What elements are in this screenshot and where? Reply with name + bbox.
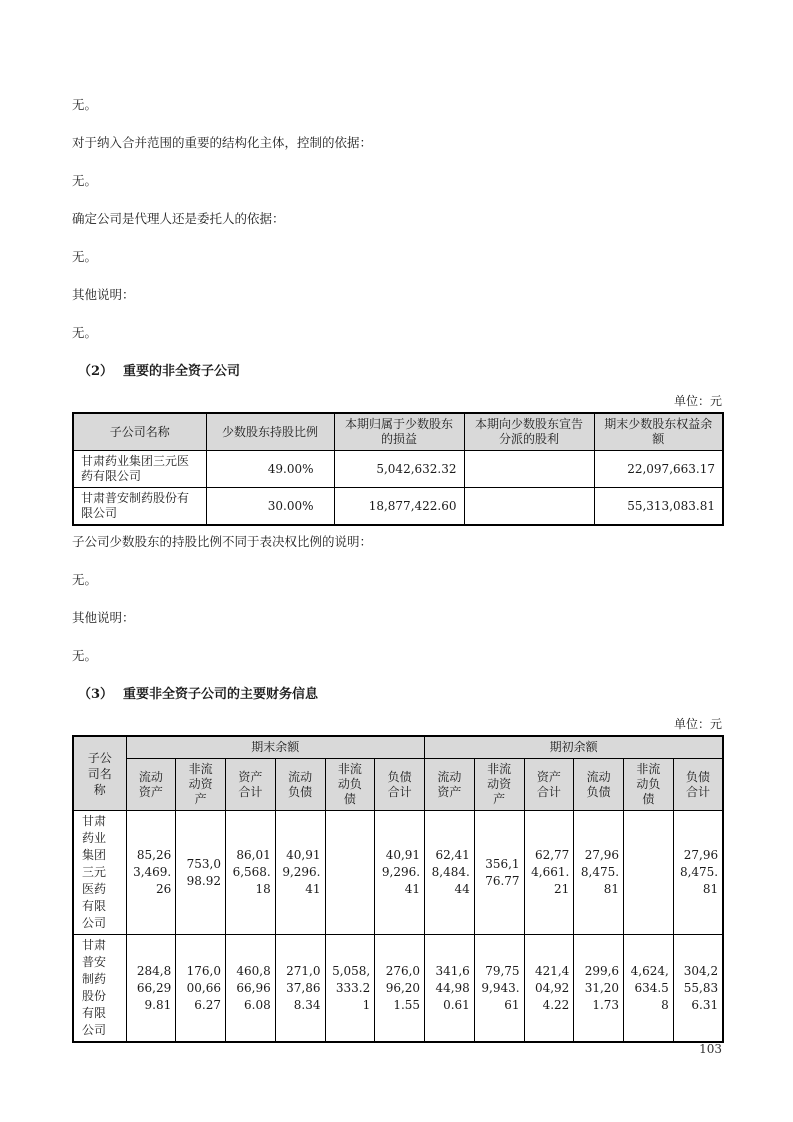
closing-noncurrent-liabilities: 5,058,333.21 <box>325 935 375 1043</box>
subsidiary-name: 甘肃普安制药股份有限公司 <box>73 488 206 526</box>
closing-noncurrent-liabilities <box>325 811 375 935</box>
closing-current-liabilities: 271,037,868.34 <box>275 935 325 1043</box>
table-row <box>73 488 723 526</box>
sub-header: 负债合计 <box>375 759 425 811</box>
opening-noncurrent-assets: 356,176.77 <box>474 811 524 935</box>
sub-header: 流动资产 <box>425 759 475 811</box>
opening-current-assets: 62,418,484.44 <box>425 811 475 935</box>
paragraph: 无。 <box>72 173 98 188</box>
sub-header: 非流动资产 <box>474 759 524 811</box>
note-paragraph: 子公司少数股东的持股比例不同于表决权比例的说明： <box>72 534 373 549</box>
closing-current-assets: 85,263,469.26 <box>126 811 176 935</box>
opening-total-liabilities: 304,255,836.31 <box>673 935 723 1043</box>
opening-total-assets: 421,404,924.22 <box>524 935 574 1043</box>
note-paragraph: 无。 <box>72 648 98 663</box>
column-header: 子公司名称 <box>73 413 206 451</box>
table-header-row <box>73 413 723 451</box>
section-number: （2） <box>78 364 114 379</box>
section-title: 重要非全资子公司的主要财务信息 <box>123 687 319 702</box>
sub-header: 非流动负债 <box>325 759 375 811</box>
opening-total-assets: 62,774,661.21 <box>524 811 574 935</box>
subsidiary-name: 甘肃药业集团三元医药有限公司 <box>73 811 126 935</box>
closing-equity: 22,097,663.17 <box>594 451 723 488</box>
minority-shareholders-table <box>72 412 724 526</box>
closing-noncurrent-assets: 176,000,666.27 <box>176 935 226 1043</box>
column-header: 期末少数股东权益余额 <box>594 413 723 451</box>
note-paragraph: 其他说明： <box>72 610 135 625</box>
paragraph: 对于纳入合并范围的重要的结构化主体，控制的依据： <box>72 135 373 150</box>
column-header: 本期归属于少数股东的损益 <box>334 413 464 451</box>
opening-current-liabilities: 27,968,475.81 <box>574 811 624 935</box>
dividend-declared <box>464 451 594 488</box>
section-heading-3 <box>78 686 722 703</box>
closing-total-liabilities: 40,919,296.41 <box>375 811 425 935</box>
subsidiary-name: 甘肃普安制药股份有限公司 <box>73 935 126 1043</box>
paragraph: 无。 <box>72 249 98 264</box>
closing-current-assets: 284,866,299.81 <box>126 935 176 1043</box>
closing-total-assets: 86,016,568.18 <box>226 811 276 935</box>
opening-noncurrent-liabilities: 4,624,634.58 <box>624 935 674 1043</box>
sub-header: 资产合计 <box>524 759 574 811</box>
section-title: 重要的非全资子公司 <box>123 364 241 379</box>
sub-header: 非流动负债 <box>624 759 674 811</box>
profit-attributable: 5,042,632.32 <box>334 451 464 488</box>
column-header: 本期向少数股东宣告分派的股利 <box>464 413 594 451</box>
opening-noncurrent-assets: 79,759,943.61 <box>474 935 524 1043</box>
sub-header: 流动负债 <box>275 759 325 811</box>
content-area <box>72 0 722 1043</box>
corner-header: 子公司名称 <box>73 736 126 811</box>
sub-header-row <box>73 759 723 811</box>
closing-noncurrent-assets: 753,098.92 <box>176 811 226 935</box>
section-heading-2 <box>78 363 722 380</box>
opening-current-assets: 341,644,980.61 <box>425 935 475 1043</box>
unit-label: 单位：元 <box>673 394 722 408</box>
section-number: （3） <box>78 687 114 702</box>
note-paragraph: 无。 <box>72 572 98 587</box>
closing-total-liabilities: 276,096,201.55 <box>375 935 425 1043</box>
sub-header: 流动负债 <box>574 759 624 811</box>
opening-noncurrent-liabilities <box>624 811 674 935</box>
group-header-row <box>73 736 723 759</box>
closing-current-liabilities: 40,919,296.41 <box>275 811 325 935</box>
opening-total-liabilities: 27,968,475.81 <box>673 811 723 935</box>
closing-equity: 55,313,083.81 <box>594 488 723 526</box>
shareholding-ratio: 49.00% <box>206 451 334 488</box>
paragraph: 其他说明： <box>72 287 135 302</box>
unit-label: 单位：元 <box>673 717 722 731</box>
sub-header: 负债合计 <box>673 759 723 811</box>
profit-attributable: 18,877,422.60 <box>334 488 464 526</box>
table-row <box>73 811 723 935</box>
shareholding-ratio: 30.00% <box>206 488 334 526</box>
subsidiary-name: 甘肃药业集团三元医药有限公司 <box>73 451 206 488</box>
dividend-declared <box>464 488 594 526</box>
table-row <box>73 935 723 1043</box>
sub-header: 非流动资产 <box>176 759 226 811</box>
paragraph: 无。 <box>72 325 98 340</box>
paragraph: 无。 <box>72 97 98 112</box>
group-header-closing: 期末余额 <box>126 736 425 759</box>
sub-header: 资产合计 <box>226 759 276 811</box>
closing-total-assets: 460,866,966.08 <box>226 935 276 1043</box>
opening-current-liabilities: 299,631,201.73 <box>574 935 624 1043</box>
paragraph: 确定公司是代理人还是委托人的依据： <box>72 211 285 226</box>
financial-info-table <box>72 735 724 1043</box>
sub-header: 流动资产 <box>126 759 176 811</box>
table-row <box>73 451 723 488</box>
group-header-opening: 期初余额 <box>425 736 724 759</box>
column-header: 少数股东持股比例 <box>206 413 334 451</box>
page-number: 103 <box>699 1042 722 1056</box>
